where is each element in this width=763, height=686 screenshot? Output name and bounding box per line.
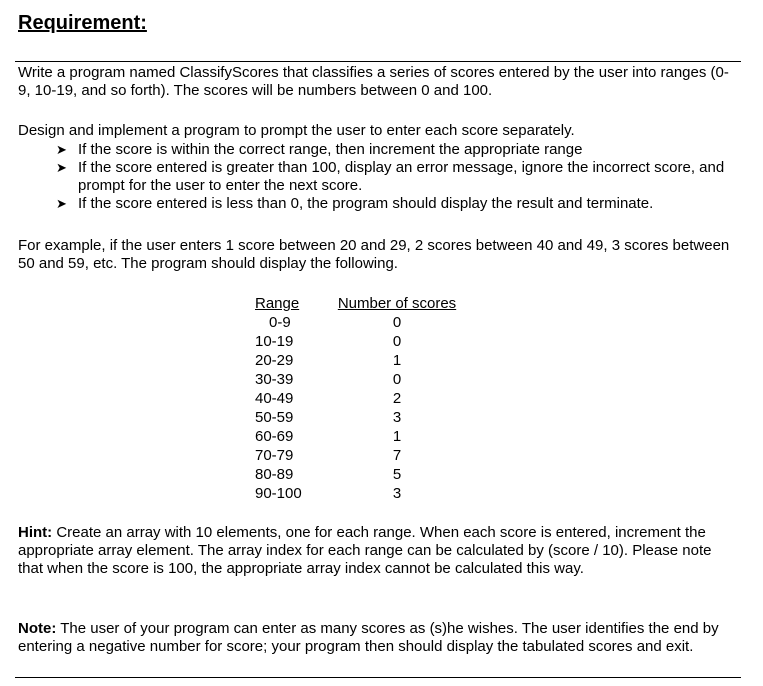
example-paragraph: For example, if the user enters 1 score between 20 and 29, 2 scores between 40 and 49, 3 scores between 50 and 59, etc. The program should display the following. xyxy=(18,237,730,272)
count-column-header: Number of scores xyxy=(337,295,457,312)
top-divider xyxy=(15,61,741,62)
bottom-divider xyxy=(15,677,741,678)
count-cell: 2 xyxy=(392,390,402,407)
count-cell: 7 xyxy=(392,447,402,464)
range-cell: 50-59 xyxy=(255,409,294,426)
count-cell: 0 xyxy=(392,314,402,331)
table-row xyxy=(255,313,463,332)
table-row xyxy=(255,408,463,427)
table-row xyxy=(255,465,463,484)
count-cell: 0 xyxy=(392,333,402,350)
table-row xyxy=(255,446,463,465)
requirement-heading: Requirement: xyxy=(18,12,147,34)
table-header-row xyxy=(255,294,463,313)
table-row xyxy=(255,370,463,389)
count-cell: 3 xyxy=(392,409,402,426)
table-row xyxy=(255,351,463,370)
rules-list xyxy=(56,141,736,213)
range-cell: 20-29 xyxy=(255,352,294,369)
count-cell: 1 xyxy=(392,352,402,369)
table-row xyxy=(255,332,463,351)
intro-paragraph: Write a program named ClassifyScores that classifies a series of scores entered by the user into ranges (0-9, 10-19, and so forth). The scores will be numbers between 0 and 100. xyxy=(18,64,729,99)
range-column-header: Range xyxy=(255,295,300,312)
hint-paragraph xyxy=(18,524,738,578)
design-paragraph: Design and implement a program to prompt the user to enter each score separately. xyxy=(18,122,575,139)
range-cell: 30-39 xyxy=(255,371,294,388)
score-range-table xyxy=(255,294,463,503)
count-cell: 3 xyxy=(392,485,402,502)
table-row xyxy=(255,484,463,503)
rule-text: If the score entered is less than 0, the program should display the result and terminate. xyxy=(78,195,654,212)
arrow-bullet-icon: ➤ xyxy=(56,142,67,157)
rule-text: If the score is within the correct range, then increment the appropriate range xyxy=(78,141,583,158)
table-row xyxy=(255,389,463,408)
note-text: The user of your program can enter as many scores as (s)he wishes. The user identifies the end by entering a negative number for score; your program then should display the tabulated scores and exit. xyxy=(18,620,719,655)
hint-label: Hint: xyxy=(18,524,53,541)
table-row xyxy=(255,427,463,446)
list-item xyxy=(56,141,736,159)
range-cell: 90-100 xyxy=(255,485,302,502)
note-paragraph xyxy=(18,620,738,656)
count-cell: 5 xyxy=(392,466,402,483)
list-item xyxy=(56,159,736,195)
range-cell: 10-19 xyxy=(255,333,294,350)
rule-text: If the score entered is greater than 100, display an error message, ignore the incorrect score, and prompt for the user to enter the next score. xyxy=(78,159,725,194)
range-cell: 60-69 xyxy=(255,428,294,445)
count-cell: 0 xyxy=(392,371,402,388)
range-cell: 80-89 xyxy=(255,466,294,483)
range-cell: 0-9 xyxy=(269,314,291,331)
note-label: Note: xyxy=(18,620,57,637)
range-cell: 70-79 xyxy=(255,447,294,464)
hint-text: Create an array with 10 elements, one for each range. When each score is entered, increment the appropriate array element. The array index for each range can be calculated by (score / 10). Please note that when the score is 100, the appropriate array index cannot be calculated this way. xyxy=(18,524,712,577)
arrow-bullet-icon: ➤ xyxy=(56,160,67,175)
count-cell: 1 xyxy=(392,428,402,445)
range-cell: 40-49 xyxy=(255,390,294,407)
list-item xyxy=(56,195,736,213)
arrow-bullet-icon: ➤ xyxy=(56,196,67,211)
